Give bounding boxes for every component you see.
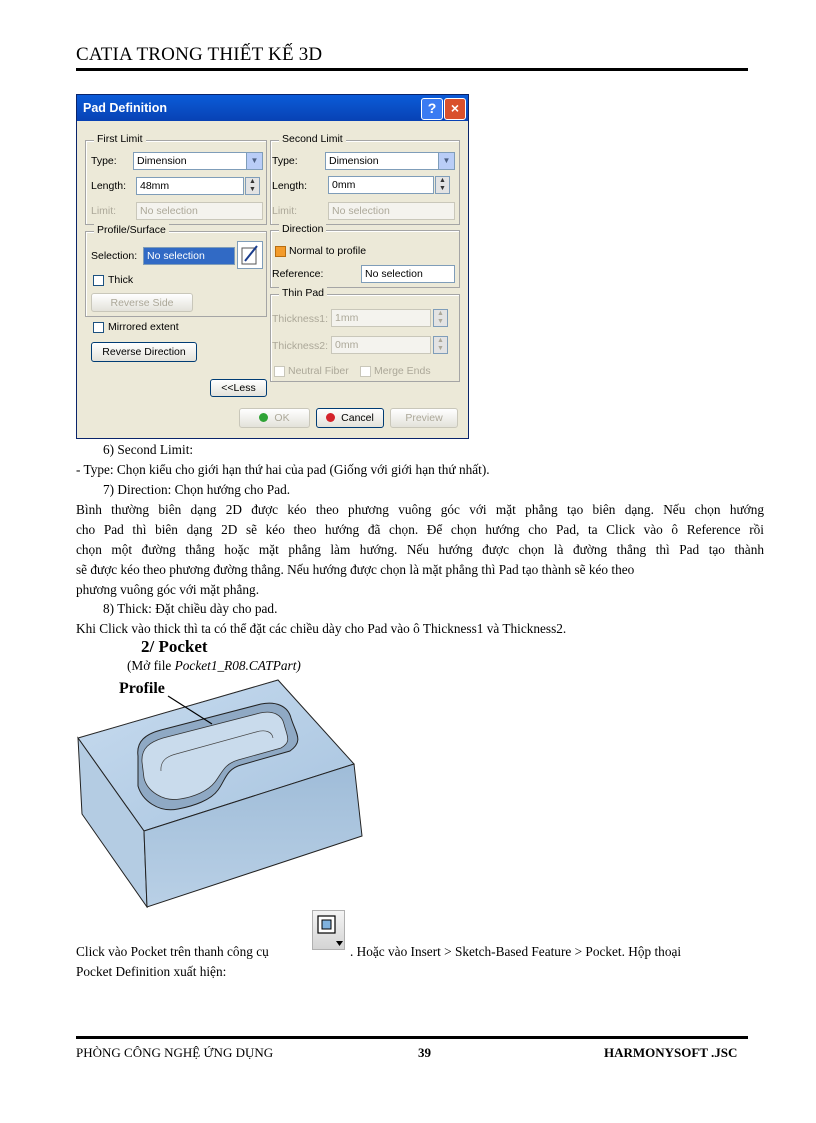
thickness1-spinner-icon[interactable]: ▲ ▼ — [433, 309, 448, 327]
first-type-label: Type: — [91, 155, 117, 167]
profile-callout-arrow — [166, 694, 226, 734]
selection-label: Selection: — [91, 250, 138, 262]
second-type-value: Dimension — [329, 155, 379, 167]
mirrored-extent-checkbox[interactable] — [93, 322, 104, 333]
pocket-icon — [313, 911, 344, 949]
sketcher-button[interactable] — [237, 241, 263, 269]
header-rule — [76, 68, 748, 71]
second-length-input[interactable]: 0mm — [328, 176, 434, 194]
reverse-side-button[interactable]: Reverse Side — [91, 293, 193, 312]
thick-label: Thick — [108, 274, 134, 286]
first-length-label: Length: — [91, 180, 127, 192]
second-type-select[interactable] — [325, 152, 455, 170]
chevron-down-icon: ▼ — [438, 153, 454, 169]
footer-rule — [76, 1036, 748, 1039]
type-description: - Type: Chọn kiểu cho giới hạn thứ hai của pad (Giống với giới hạn thứ nhất). — [76, 462, 490, 477]
normal-to-profile-checkbox[interactable] — [275, 246, 286, 257]
reference-input[interactable]: No selection — [361, 265, 455, 283]
merge-ends-label: Merge Ends — [374, 365, 431, 377]
chevron-down-icon: ▼ — [246, 153, 262, 169]
pocket-illustration — [76, 676, 366, 908]
footer-left: PHÒNG CÔNG NGHỆ ỨNG DỤNG — [76, 1045, 274, 1060]
profile-callout: Profile — [119, 680, 165, 697]
cancel-button[interactable] — [316, 408, 384, 428]
cancel-red-icon — [326, 413, 335, 422]
first-limit-label: First Limit — [94, 133, 146, 145]
less-button[interactable]: <<Less — [210, 379, 267, 397]
first-length-spinner-icon[interactable]: ▲ ▼ — [245, 177, 260, 195]
cancel-label: Cancel — [341, 412, 374, 424]
second-limit-label: Second Limit — [279, 133, 346, 145]
second-length-spinner-icon[interactable]: ▲ ▼ — [435, 176, 450, 194]
selection-input[interactable]: No selection — [143, 247, 235, 265]
normal-to-profile-label: Normal to profile — [289, 245, 367, 257]
thickness1-input[interactable]: 1mm — [331, 309, 431, 327]
thickness2-label: Thickness2: — [272, 340, 329, 352]
section-7-heading: 7) Direction: Chọn hướng cho Pad. — [103, 482, 291, 497]
direction-para-line-2: cho Pad thì biên dạng 2D sẽ kéo theo hướng đã chọn. Để chọn hướng cho Pad, ta Click vào ô Reference rồi — [76, 522, 764, 537]
reverse-direction-button[interactable]: Reverse Direction — [91, 342, 197, 362]
footer-page-number: 39 — [418, 1045, 431, 1060]
preview-button[interactable]: Preview — [390, 408, 458, 428]
pocket-section-title: 2/ Pocket — [141, 637, 208, 656]
direction-label: Direction — [279, 223, 326, 235]
thick-description: Khi Click vào thick thì ta có thể đặt các chiều dày cho Pad vào ô Thickness1 và Thickness2. — [76, 621, 567, 636]
ok-label: OK — [274, 412, 290, 424]
thickness2-input[interactable]: 0mm — [331, 336, 431, 354]
mirrored-extent-label: Mirrored extent — [108, 321, 179, 333]
page-header-title: CATIA TRONG THIẾT KẾ 3D — [76, 44, 323, 65]
direction-para-line-1: Bình thường biên dạng 2D được kéo theo phương vuông góc với mặt phẳng tạo biên dạng. Nếu chọn hướng — [76, 502, 764, 517]
second-limit-input[interactable]: No selection — [328, 202, 455, 220]
ok-button[interactable] — [239, 408, 310, 428]
direction-para-line-3: chọn một đường thẳng hoặc mặt phẳng làm hướng. Nếu hướng được chọn là đường thẳng thì Pad tạo thành — [76, 542, 764, 557]
second-length-label: Length: — [272, 180, 308, 192]
section-6-heading: 6) Second Limit: — [103, 442, 194, 457]
pocket-instruction-line-1a: Click vào Pocket trên thanh công cụ — [76, 944, 269, 959]
merge-ends-checkbox[interactable] — [360, 366, 371, 377]
pocket-instruction-line-1b: . Hoặc vào Insert > Sketch-Based Feature > Pocket. Hộp thoại — [350, 944, 682, 959]
pocket-instruction-line-2: Pocket Definition xuất hiện: — [76, 964, 227, 979]
direction-para-line-5: phương vuông góc với mặt phẳng. — [76, 582, 260, 597]
sketch-pencil-icon — [238, 242, 262, 268]
direction-para-line-4: sẽ được kéo theo phương đường thẳng. Nếu hướng được chọn là mặt phẳng thì Pad tạo thành sẽ kéo theo — [76, 562, 635, 577]
second-limit-field-label: Limit: — [272, 205, 298, 217]
neutral-fiber-label: Neutral Fiber — [288, 365, 349, 377]
first-type-value: Dimension — [137, 155, 187, 167]
pad-definition-dialog — [76, 94, 469, 439]
thick-checkbox[interactable] — [93, 275, 104, 286]
profile-surface-label: Profile/Surface — [94, 224, 169, 236]
thickness2-spinner-icon[interactable]: ▲ ▼ — [433, 336, 448, 354]
first-type-select[interactable] — [133, 152, 263, 170]
ok-green-icon — [259, 413, 268, 422]
thickness1-label: Thickness1: — [272, 313, 329, 325]
reference-label: Reference: — [272, 268, 324, 280]
neutral-fiber-checkbox[interactable] — [274, 366, 285, 377]
first-limit-input[interactable]: No selection — [136, 202, 263, 220]
footer-right: HARMONYSOFT .JSC — [604, 1045, 738, 1060]
thin-pad-label: Thin Pad — [279, 287, 327, 299]
pocket-file-note — [127, 656, 301, 675]
close-button[interactable]: × — [444, 98, 466, 120]
first-limit-field-label: Limit: — [91, 205, 117, 217]
pocket-toolbar-button[interactable] — [312, 910, 345, 950]
dialog-title: Pad Definition — [77, 95, 468, 121]
section-8-heading: 8) Thick: Đặt chiều dày cho pad. — [103, 601, 278, 616]
file-name: Pocket1_R08.CATPart) — [174, 658, 301, 673]
first-length-input[interactable]: 48mm — [136, 177, 244, 195]
help-button[interactable]: ? — [421, 98, 443, 120]
second-type-label: Type: — [272, 155, 298, 167]
file-prefix: (Mở file — [127, 658, 175, 673]
